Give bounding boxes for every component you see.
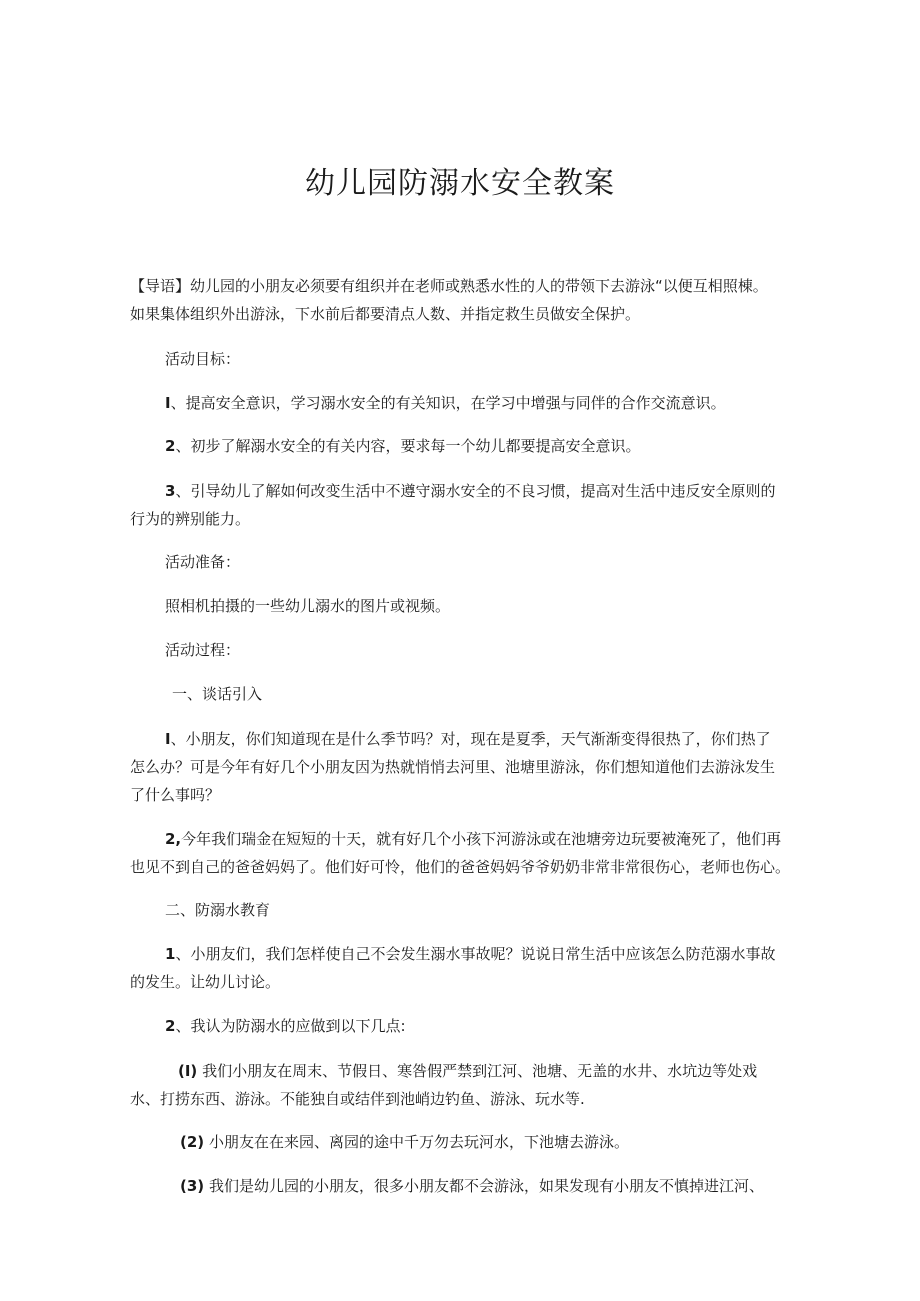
point-1-line-1 [178,1057,757,1085]
point-1-text: 我们小朋友在周末、节假日、寒咎假严禁到江河、池塘、无盖的水井、水坑边等处戏 [202,1062,758,1080]
goal-3-line-1 [165,477,775,505]
goal-2-number: 2 [165,437,176,455]
s2-item-2 [165,1012,406,1040]
s2-item-1-line-1 [165,940,775,968]
point-1-number: (I) [178,1062,198,1080]
goal-1-number: I [165,394,171,412]
process-heading: 活动过程： [165,641,241,659]
point-3-number: (3) [180,1177,205,1195]
prep-text: 照相机拍摄的一些幼儿溺水的图片或视频。 [165,597,451,615]
point-3-text: 我们是幼儿园的小朋友，很多小朋友都不会游泳，如果发现有小朋友不慎掉进江河、 [208,1177,764,1195]
point-2-number: (2) [180,1133,205,1151]
goal-3-number: 3 [165,482,176,500]
s1-item-2-text: 今年我们瑞金在短短的十天，就有好几个小孩下河游泳或在池塘旁边玩要被淹死了，他们再 [181,830,782,848]
s1-item-1-line-2: 怎么办？可是今年有好几个小朋友因为热就悄悄去河里、池塘里游泳，你们想知道他们去游泳发生 [130,758,776,776]
point-2 [180,1128,629,1156]
prep-heading: 活动准备： [165,553,241,571]
goal-1-text: 、提高安全意识，学习溺水安全的有关知识，在学习中增强与同伴的合作交流意识。 [170,394,726,412]
s1-item-1-number: I [165,730,171,748]
s1-item-1-line-1 [165,725,771,753]
s2-item-1-text: 、小朋友们，我们怎样使自己不会发生溺水事故呢？说说日常生活中应该怎么防范溺水事故 [175,945,776,963]
goal-2-text: 、初步了解溺水安全的有关内容，要求每一个幼儿都要提高安全意识。 [175,437,641,455]
goal-3-line-2: 行为的辨别能力。 [130,510,251,528]
s1-item-2-line-1 [165,825,781,853]
intro-line-1: 【导语】幼儿园的小朋友必须要有组织并在老师或熟悉水性的人的带领下去游泳“以便互相照棟。 [130,277,768,295]
s2-item-2-number: 2 [165,1017,176,1035]
section-1-heading: 一、谈话引入 [172,685,263,703]
goals-heading: 活动目标： [165,350,241,368]
s1-item-1-text: 、小朋友，你们知道现在是什么季节吗？对，现在是夏季，天气渐渐变得很热了，你们热了 [170,730,771,748]
point-1-line-2: 水、打捞东西、游泳。不能独自或结伴到池峭边钓鱼、游泳、玩水等. [130,1090,585,1108]
goal-1 [165,389,726,417]
goal-2 [165,432,640,460]
point-3 [180,1172,764,1200]
s2-item-1-line-2: 的发生。让幼儿讨论。 [130,973,281,991]
s1-item-1-line-3: 了什么事吗？ [130,786,221,804]
point-2-text: 小朋友在在来园、离园的途中千万勿去玩河水，下池塘去游泳。 [208,1133,629,1151]
s1-item-2-line-2: 也见不到自己的爸爸妈妈了。他们好可怜，他们的爸爸妈妈爷爷奶奶非常非常很伤心，老师也伤心。 [130,858,791,876]
goal-3-text: 、引导幼儿了解如何改变生活中不遵守溺水安全的不良习惯，提高对生活中违反安全原则的 [175,482,776,500]
s2-item-1-number: 1 [165,945,176,963]
s2-item-2-text: 、我认为防溺水的应做到以下几点: [175,1017,406,1035]
section-2-heading: 二、防溺水教育 [165,901,271,919]
intro-line-2: 如果集体组织外出游泳，下水前后都要清点人数、并指定救生员做安全保护。 [130,305,641,323]
s1-item-2-number: 2, [165,830,182,848]
document-title: 幼儿园防溺水安全教案 [305,166,615,201]
